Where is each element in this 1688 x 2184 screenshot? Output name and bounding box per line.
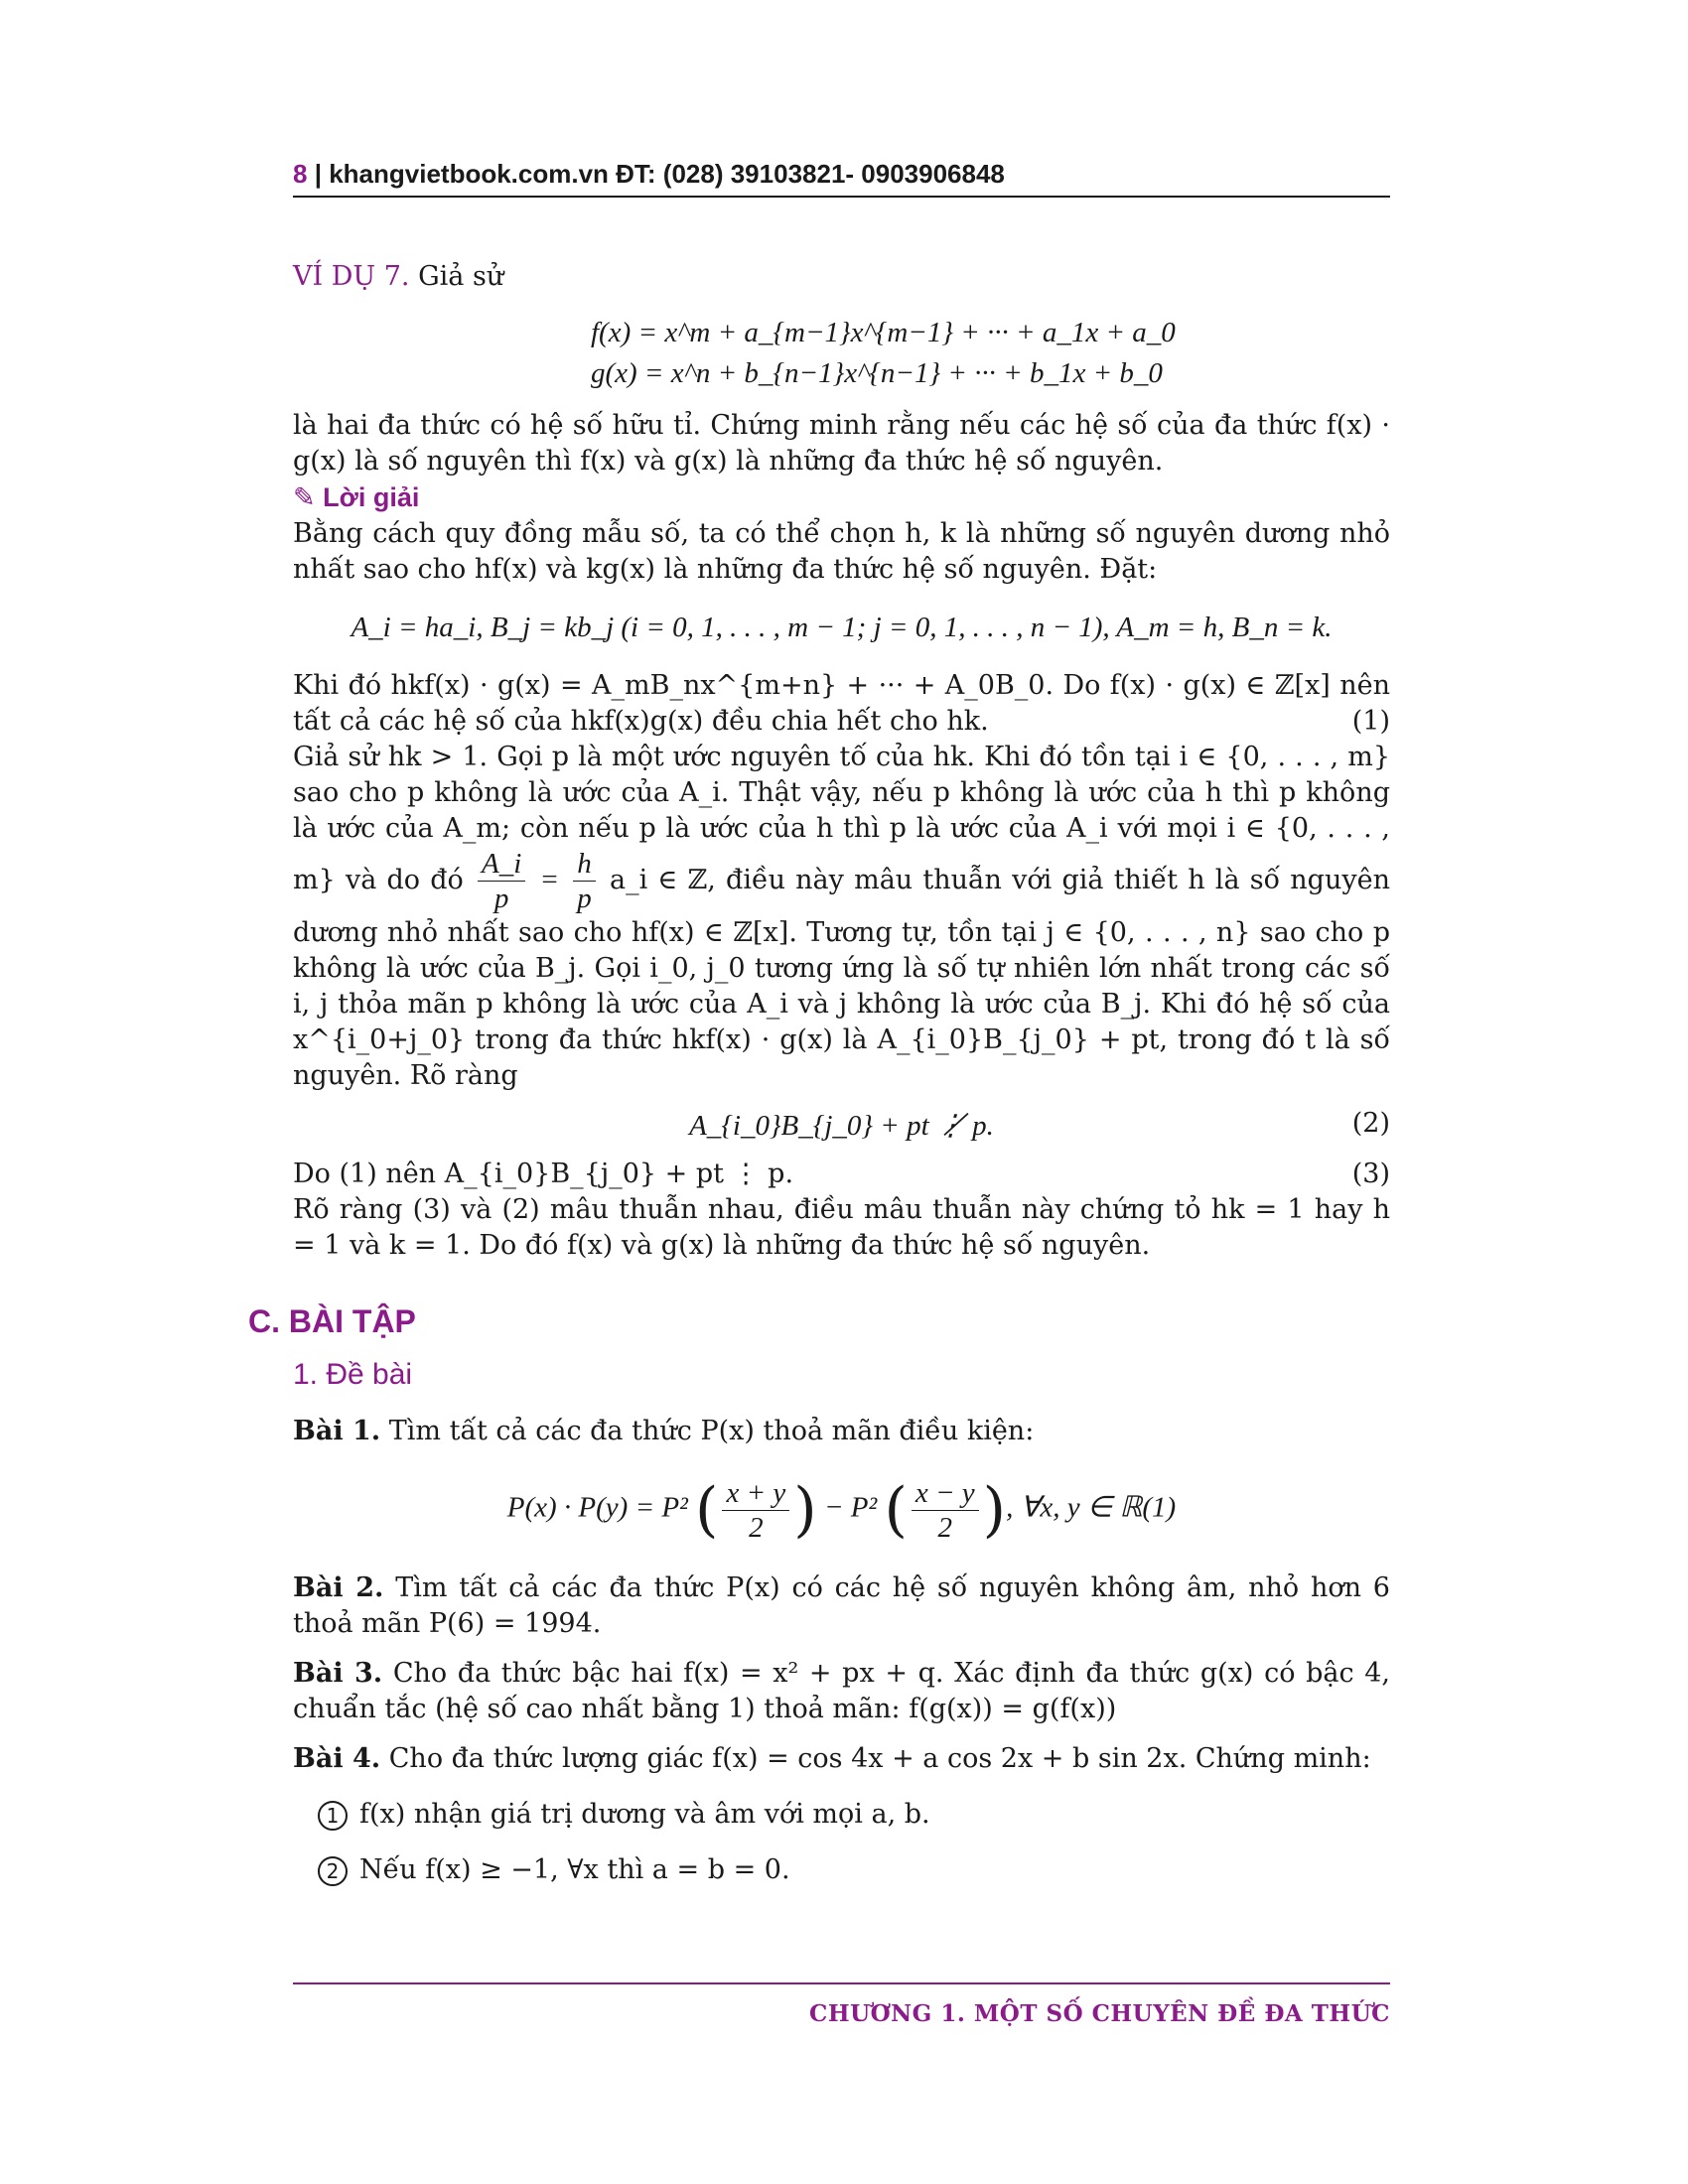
circled-number-icon: 1: [318, 1801, 348, 1831]
item-text: Nếu f(x) ≥ −1, ∀x thì a = b = 0.: [359, 1854, 790, 1885]
example-statement: là hai đa thức có hệ số hữu tỉ. Chứng minh rằng nếu các hệ số của đa thức f(x) · g(x) là số nguyên thì f(x) và g(x) là những đa thức hệ số nguyên.: [293, 410, 1390, 477]
equation-number-3: (3): [1351, 1159, 1390, 1189]
equals-sign: =: [539, 864, 560, 895]
exercise-text: Tìm tất cả các đa thức P(x) có các hệ số nguyên không âm, nhỏ hơn 6 thoả mãn P(6) = 1994.: [293, 1572, 1390, 1639]
example-heading: [293, 259, 1390, 295]
equation-2-body: A_{i_0}B_{j_0} + pt ⋮̸ p.: [689, 1110, 994, 1142]
fraction-x-plus-y: [722, 1476, 789, 1545]
exercise-2: [293, 1570, 1390, 1642]
fraction-denominator: 2: [937, 1511, 953, 1544]
exercise-text: Cho đa thức lượng giác f(x) = cos 4x + a cos 2x + b sin 2x. Chứng minh:: [388, 1743, 1371, 1774]
eq-right: , ∀x, y ∈ ℝ(1): [1006, 1491, 1177, 1524]
circled-number-icon: 2: [318, 1856, 348, 1886]
equation-g: g(x) = x^n + b_{n−1}x^{n−1} + ··· + b_1x + b_0: [591, 357, 1163, 389]
fraction-denominator: p: [577, 883, 592, 914]
eq-mid: − P²: [823, 1491, 878, 1524]
solution-paragraph-2: [293, 668, 1390, 740]
left-paren: (: [695, 1475, 719, 1545]
solution-p3a-text: Giả sử hk > 1. Gọi p là một ước nguyên tố của hk. Khi đó tồn tại i ∈ {0, . . . , m} sao cho p không là ước của A_i. Thật vậy, nếu p không là ước của h thì p không là ước của A_m; còn nếu p là ước của h thì p là ước của A_i với mọi i ∈ {0, . . . , m} và do đó: [293, 742, 1390, 895]
solution-heading: [293, 479, 1390, 516]
solution-paragraph-3: [293, 740, 1390, 1094]
section-title: C. BÀI TẬP: [248, 1303, 416, 1339]
exercise-3: [293, 1656, 1390, 1727]
page-header: [293, 159, 1390, 198]
exercise-text: Tìm tất cả các đa thức P(x) thoả mãn điều kiện:: [388, 1416, 1035, 1446]
solution-paragraph-4: [293, 1157, 1390, 1192]
fraction-numerator: h: [573, 847, 596, 882]
left-paren: (: [884, 1475, 908, 1545]
solution-label: Lời giải: [323, 482, 420, 512]
fraction-x-minus-y: [912, 1476, 979, 1545]
solution-p3b-text: a_i ∈ ℤ, điều này mâu thuẫn với giả thiết h là số nguyên dương nhỏ nhất sao cho hf(x) ∈ ℤ[x]. Tương tự, tồn tại j ∈ {0, . . . , n} sao cho p không là ước của B_j. Gọi i_0, j_0 tương ứng là số tự nhiên lớn nhất trong các số i, j thỏa mãn p không là ước của A_i và j không là ước của B_j. Khi đó hệ số của x^{i_0+j_0} trong đa thức hkf(x) · g(x) là A_{i_0}B_{j_0} + pt, trong đó t là số nguyên. Rõ ràng: [293, 865, 1390, 1091]
pencil-icon: ✎: [293, 482, 316, 513]
equation-2: [293, 1108, 1390, 1143]
solution-p2-text: Khi đó hkf(x) · g(x) = A_mB_nx^{m+n} + ··· + A_0B_0. Do f(x) · g(x) ∈ ℤ[x] nên tất cả các hệ số của hkf(x)g(x) đều chia hết cho hk.: [293, 670, 1390, 737]
footer-rule: [293, 1982, 1390, 1984]
equation-number-2: (2): [1351, 1108, 1390, 1139]
exercise-4-item-1: [293, 1797, 1390, 1833]
exercise-4-item-2: [293, 1852, 1390, 1888]
solution-paragraph-5: Rõ ràng (3) và (2) mâu thuẫn nhau, điều mâu thuẫn này chứng tỏ hk = 1 hay h = 1 và k = 1. Do đó f(x) và g(x) là những đa thức hệ số nguyên.: [293, 1194, 1390, 1261]
exercise-4: [293, 1741, 1390, 1777]
fraction-h-over-p: [573, 847, 596, 915]
right-paren: ): [793, 1475, 817, 1545]
page-number: 8: [293, 159, 308, 189]
exercise-1: [293, 1414, 1390, 1449]
fraction-numerator: x + y: [722, 1476, 789, 1511]
solution-paragraph-1: Bằng cách quy đồng mẫu số, ta có thể chọn h, k là những số nguyên dương nhỏ nhất sao cho hf(x) và kg(x) là những đa thức hệ số nguyên. Đặt:: [293, 518, 1390, 585]
equation-definitions: A_i = ha_i, B_j = kb_j (i = 0, 1, . . . , m − 1; j = 0, 1, . . . , n − 1), A_m = h, B_n = k.: [351, 612, 1333, 643]
example-label: VÍ DỤ 7.: [293, 261, 410, 292]
exercise-label: Bài 2.: [293, 1572, 384, 1603]
solution-p4-text: Do (1) nên A_{i_0}B_{j_0} + pt ⋮ p.: [293, 1159, 794, 1189]
exercise-1-equation: [293, 1475, 1390, 1545]
right-paren: ): [982, 1475, 1007, 1545]
item-text: f(x) nhận giá trị dương và âm với mọi a, b.: [359, 1799, 930, 1830]
page-content: [248, 159, 1390, 1888]
eq-left: P(x) · P(y) = P²: [506, 1491, 688, 1524]
subsection-title: 1. Đề bài: [293, 1358, 413, 1391]
equation-f: f(x) = x^m + a_{m−1}x^{m−1} + ··· + a_1x + a_0: [591, 317, 1176, 348]
exercise-label: Bài 4.: [293, 1743, 381, 1774]
header-separator: |: [314, 159, 330, 189]
fraction-numerator: A_i: [478, 847, 525, 882]
fraction-denominator: p: [493, 883, 509, 914]
exercise-label: Bài 1.: [293, 1416, 381, 1446]
header-site: khangvietbook.com.vn ĐT: (028) 39103821- 0903906848: [329, 159, 1005, 189]
fraction-ai-over-p: [478, 847, 525, 915]
exercise-text: Cho đa thức bậc hai f(x) = x² + px + q. Xác định đa thức g(x) có bậc 4, chuẩn tắc (hệ số cao nhất bằng 1) thoả mãn: f(g(x)) = g(f(x)): [293, 1658, 1390, 1724]
equation-number-1: (1): [1351, 706, 1390, 737]
fraction-numerator: x − y: [912, 1476, 979, 1511]
example-intro: Giả sử: [418, 261, 504, 292]
exercise-label: Bài 3.: [293, 1658, 383, 1689]
page-footer: CHƯƠNG 1. MỘT SỐ CHUYÊN ĐỀ ĐA THỨC: [809, 2000, 1390, 2027]
fraction-denominator: 2: [749, 1511, 764, 1544]
